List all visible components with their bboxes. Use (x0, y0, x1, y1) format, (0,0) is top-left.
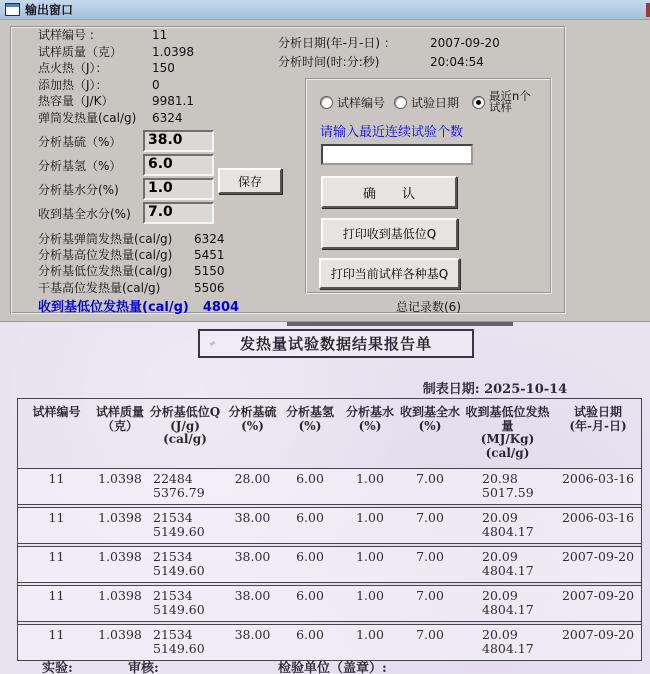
header-cell: 试样质量 （克） (95, 405, 144, 433)
radio-icon[interactable] (320, 96, 333, 109)
info-label: 试样质量（克） (38, 44, 123, 59)
save-button[interactable]: 保存 (218, 168, 282, 194)
cell-sulfur: 38.00 (234, 627, 271, 642)
sulfur-field-label: 分析基硫（%） (38, 135, 122, 149)
info-value: 6324 (152, 110, 183, 125)
info-line (38, 93, 194, 110)
cell-net-q: 20.09 4804.17 (482, 588, 534, 617)
cell-total-moisture: 7.00 (416, 549, 444, 564)
radio-label[interactable] (489, 91, 531, 113)
cell-mass: 1.0398 (98, 510, 142, 525)
window-title: 输出窗口 (25, 3, 74, 17)
result-line (38, 263, 225, 279)
info-line (38, 44, 194, 61)
result-label: 分析基弹筒发热量(cal/g) (38, 232, 173, 246)
sulfur-field[interactable]: 38.0 (143, 130, 214, 152)
radio-selected-icon[interactable] (472, 96, 485, 109)
cell-moisture: 1.00 (356, 510, 384, 525)
moisture-field-label: 分析基水分(%) (38, 183, 119, 197)
radio-label[interactable]: 试样编号 (337, 96, 386, 110)
total-moisture-field[interactable]: 7.0 (143, 202, 214, 224)
cell-moisture: 1.00 (356, 549, 384, 564)
result-line (38, 280, 225, 296)
info-value: 9981.1 (152, 94, 194, 108)
cell-analysis-q: 21534 5149.60 (153, 510, 205, 539)
result-label: 分析基低位发热量(cal/g) (38, 264, 173, 279)
analysis-datetime-block (278, 34, 500, 71)
info-value: 1.0398 (152, 44, 194, 59)
table-row (18, 585, 641, 622)
cell-total-moisture: 7.00 (416, 471, 444, 486)
results-block (38, 231, 225, 296)
cell-date: 2007-09-20 (561, 627, 635, 642)
net-calorific-highlight (38, 296, 239, 315)
result-label: 分析基高位发热量(cal/g) (38, 248, 173, 263)
cell-sample-id: 11 (48, 471, 65, 486)
info-value: 150 (152, 61, 175, 75)
table-row (18, 546, 641, 583)
window-icon[interactable] (5, 3, 20, 16)
moisture-field[interactable]: 1.0 (143, 178, 214, 200)
highlight-label: 收到基低位发热量(cal/g) (38, 300, 189, 315)
radio-sample-id[interactable] (320, 94, 385, 111)
cell-mass: 1.0398 (98, 588, 142, 603)
cell-total-moisture: 7.00 (416, 510, 444, 525)
info-value: 0 (152, 77, 160, 92)
radio-label[interactable]: 试验日期 (411, 96, 460, 110)
titlebar[interactable] (0, 0, 650, 20)
info-line (38, 60, 194, 77)
cell-hydrogen: 6.00 (296, 510, 324, 525)
cell-analysis-q: 21534 5149.60 (153, 549, 205, 578)
cell-net-q: 20.09 4804.17 (482, 627, 534, 656)
info-line (38, 110, 194, 127)
cell-sulfur: 38.00 (234, 510, 271, 525)
hydrogen-field-label: 分析基氢（%） (38, 159, 122, 173)
result-label: 干基高位发热量(cal/g) (38, 280, 161, 295)
cell-net-q: 20.09 4804.17 (482, 549, 534, 578)
result-value: 5150 (194, 264, 225, 279)
scan-artifact (287, 322, 513, 326)
cell-hydrogen: 6.00 (296, 549, 324, 564)
close-button-sliver[interactable] (646, 3, 650, 17)
radio-label-line1: 最近n个 (489, 89, 531, 103)
table-header-row (18, 399, 641, 466)
query-groupbox (305, 78, 552, 294)
table-row (18, 468, 641, 505)
analysis-time-value: 20:04:54 (430, 54, 484, 69)
analysis-time-line (278, 53, 500, 72)
cell-moisture: 1.00 (356, 588, 384, 603)
radio-icon[interactable] (394, 96, 407, 109)
header-cell: 分析基氢 (%) (285, 405, 334, 433)
report-table (17, 398, 642, 661)
cell-net-q: 20.98 5017.59 (482, 471, 534, 500)
result-line (38, 247, 225, 263)
info-value: 11 (152, 28, 168, 42)
analysis-date-value: 2007-09-20 (430, 36, 500, 50)
result-value: 5451 (194, 248, 225, 263)
header-cell: 分析基低位Q (J/g) (cal/g) (149, 405, 221, 446)
cell-total-moisture: 7.00 (416, 588, 444, 603)
table-row (18, 624, 641, 661)
cell-hydrogen: 6.00 (296, 471, 324, 486)
info-label: 添加热（J）： (38, 77, 108, 92)
total-moisture-field-label: 收到基全水分(%) (38, 207, 131, 221)
analysis-time-label: 分析时间(时:分:秒) (278, 54, 380, 69)
cell-net-q: 20.09 4804.17 (482, 510, 534, 539)
sample-info-block (38, 27, 194, 126)
query-prompt: 请输入最近连续试验个数 (320, 125, 464, 140)
header-cell: 试验日期 (年-月-日) (569, 405, 627, 433)
cell-date: 2006-03-16 (561, 471, 635, 486)
query-count-input[interactable] (321, 144, 473, 165)
cell-mass: 1.0398 (98, 471, 142, 486)
cell-date: 2007-09-20 (561, 549, 635, 564)
cell-sample-id: 11 (48, 588, 65, 603)
info-line (38, 77, 194, 94)
cell-analysis-q: 21534 5149.60 (153, 627, 205, 656)
table-row (18, 507, 641, 544)
result-value: 6324 (194, 232, 225, 246)
analysis-date-line (278, 34, 500, 53)
hydrogen-field[interactable]: 6.0 (143, 154, 214, 176)
info-label: 弹筒发热量(cal/g) (38, 110, 137, 125)
cell-sulfur: 38.00 (234, 588, 271, 603)
cell-total-moisture: 7.00 (416, 627, 444, 642)
cell-sample-id: 11 (48, 549, 65, 564)
report-date: 制表日期: 2025-10-14 (422, 382, 568, 397)
header-cell: 收到基全水 (%) (400, 405, 461, 433)
header-cell: 分析基硫 (%) (228, 405, 277, 433)
cell-moisture: 1.00 (356, 627, 384, 642)
info-line (38, 27, 194, 44)
header-cell: 分析基水 (%) (345, 405, 394, 433)
info-label: 试样编号 : (38, 28, 94, 42)
cell-mass: 1.0398 (98, 627, 142, 642)
cell-moisture: 1.00 (356, 471, 384, 486)
confirm-button[interactable]: 确 认 (321, 176, 457, 208)
radio-recent-n[interactable] (472, 91, 531, 113)
report-title: 发热量试验数据结果报告单 (198, 329, 474, 358)
cell-date: 2006-03-16 (561, 510, 635, 525)
analysis-date-label: 分析日期(年-月-日) ： (278, 36, 396, 50)
radio-test-date[interactable] (394, 94, 459, 111)
cell-analysis-q: 22484 5376.79 (153, 471, 205, 500)
info-label: 点火热（J）： (38, 61, 108, 75)
cell-mass: 1.0398 (98, 549, 142, 564)
footer-unit-label: 检验单位（盖章）: (278, 661, 387, 674)
result-value: 5506 (194, 280, 225, 295)
cell-sulfur: 28.00 (234, 471, 271, 486)
header-cell: 收到基低位发热量 (MJ/Kg) (cal/g) (465, 405, 550, 460)
report-page (0, 322, 650, 674)
cell-date: 2007-09-20 (561, 588, 635, 603)
info-label: 热容量（J/K） (38, 94, 114, 108)
cell-sulfur: 38.00 (234, 549, 271, 564)
footer-experimenter-label: 实验: (42, 661, 73, 674)
cell-sample-id: 11 (48, 510, 65, 525)
footer-reviewer-label: 审核: (128, 661, 159, 674)
print-all-bases-button[interactable]: 打印当前试样各种基Q (319, 258, 460, 289)
header-cell: 试样编号 (32, 405, 81, 419)
print-net-q-button[interactable]: 打印收到基低位Q (321, 218, 458, 249)
cell-hydrogen: 6.00 (296, 627, 324, 642)
result-line (38, 231, 225, 247)
cell-analysis-q: 21534 5149.60 (153, 588, 205, 617)
cell-hydrogen: 6.00 (296, 588, 324, 603)
highlight-value: 4804 (202, 300, 240, 315)
total-records-label: 总记录数(6) (396, 300, 461, 314)
output-window (0, 0, 650, 322)
cell-sample-id: 11 (48, 627, 65, 642)
radio-label-line2: 试样 (489, 100, 512, 114)
